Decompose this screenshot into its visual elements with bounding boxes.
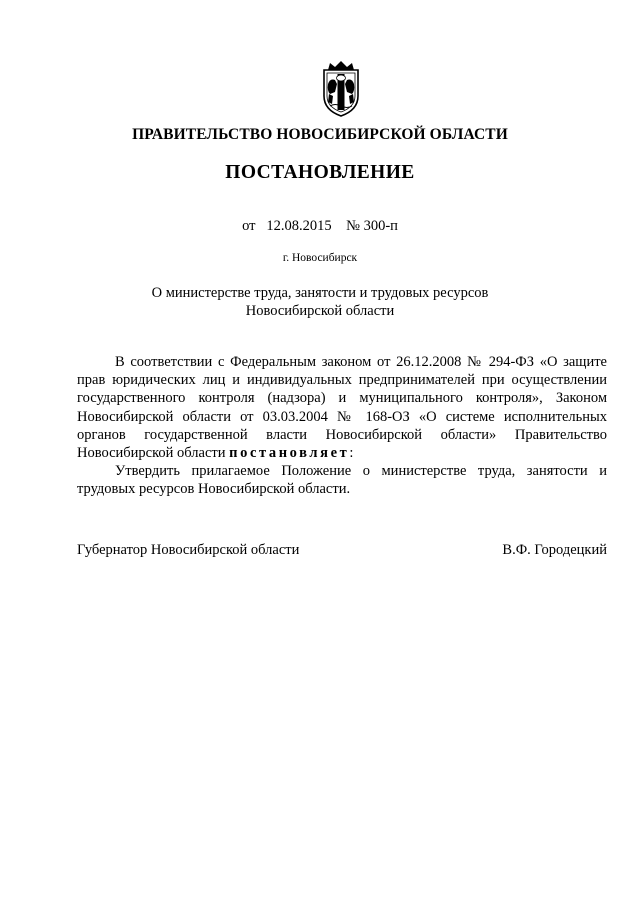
- signatory-name: В.Ф. Городецкий: [502, 542, 607, 558]
- date-prefix: от: [242, 218, 256, 234]
- date-number-line: [0, 218, 640, 235]
- subject-line-2: Новосибирской области: [245, 303, 395, 319]
- document-subject: [0, 284, 640, 320]
- paragraph-1-text: В соответствии с Федеральным законом от 26.12.2008 № 294-ФЗ «О защите прав юридических лиц и индивидуальных предпринимателей при осуществлении государственного контроля (надзора) и муниципального контроля», Законом Новосибирской области от 03.03.2004 № 168-ОЗ «О системе исполнительных органов государственной власти Новосибирской области» Правительство Новосибирской области: [77, 354, 607, 462]
- body-paragraph-1: [77, 353, 607, 462]
- document-type-title: ПОСТАНОВЛЕНИЕ: [225, 162, 415, 183]
- coat-of-arms-icon: [316, 58, 366, 118]
- decree-colon: :: [349, 445, 354, 462]
- document-body: [77, 353, 607, 499]
- organization-title: ПРАВИТЕЛЬСТВО НОВОСИБИРСКОЙ ОБЛАСТИ: [132, 126, 508, 143]
- subject-line-1: О министерстве труда, занятости и трудовых ресурсов: [151, 285, 489, 301]
- document-date: 12.08.2015: [266, 218, 332, 234]
- body-paragraph-2: Утвердить прилагаемое Положение о министерстве труда, занятости и трудовых ресурсов Новосибирской области.: [77, 463, 607, 498]
- city-line: г. Новосибирск: [282, 252, 358, 264]
- decree-word: постановляет: [229, 445, 350, 462]
- signature-block: [77, 542, 607, 559]
- document-number: № 300-п: [346, 218, 398, 234]
- signatory-position: Губернатор Новосибирской области: [77, 542, 300, 558]
